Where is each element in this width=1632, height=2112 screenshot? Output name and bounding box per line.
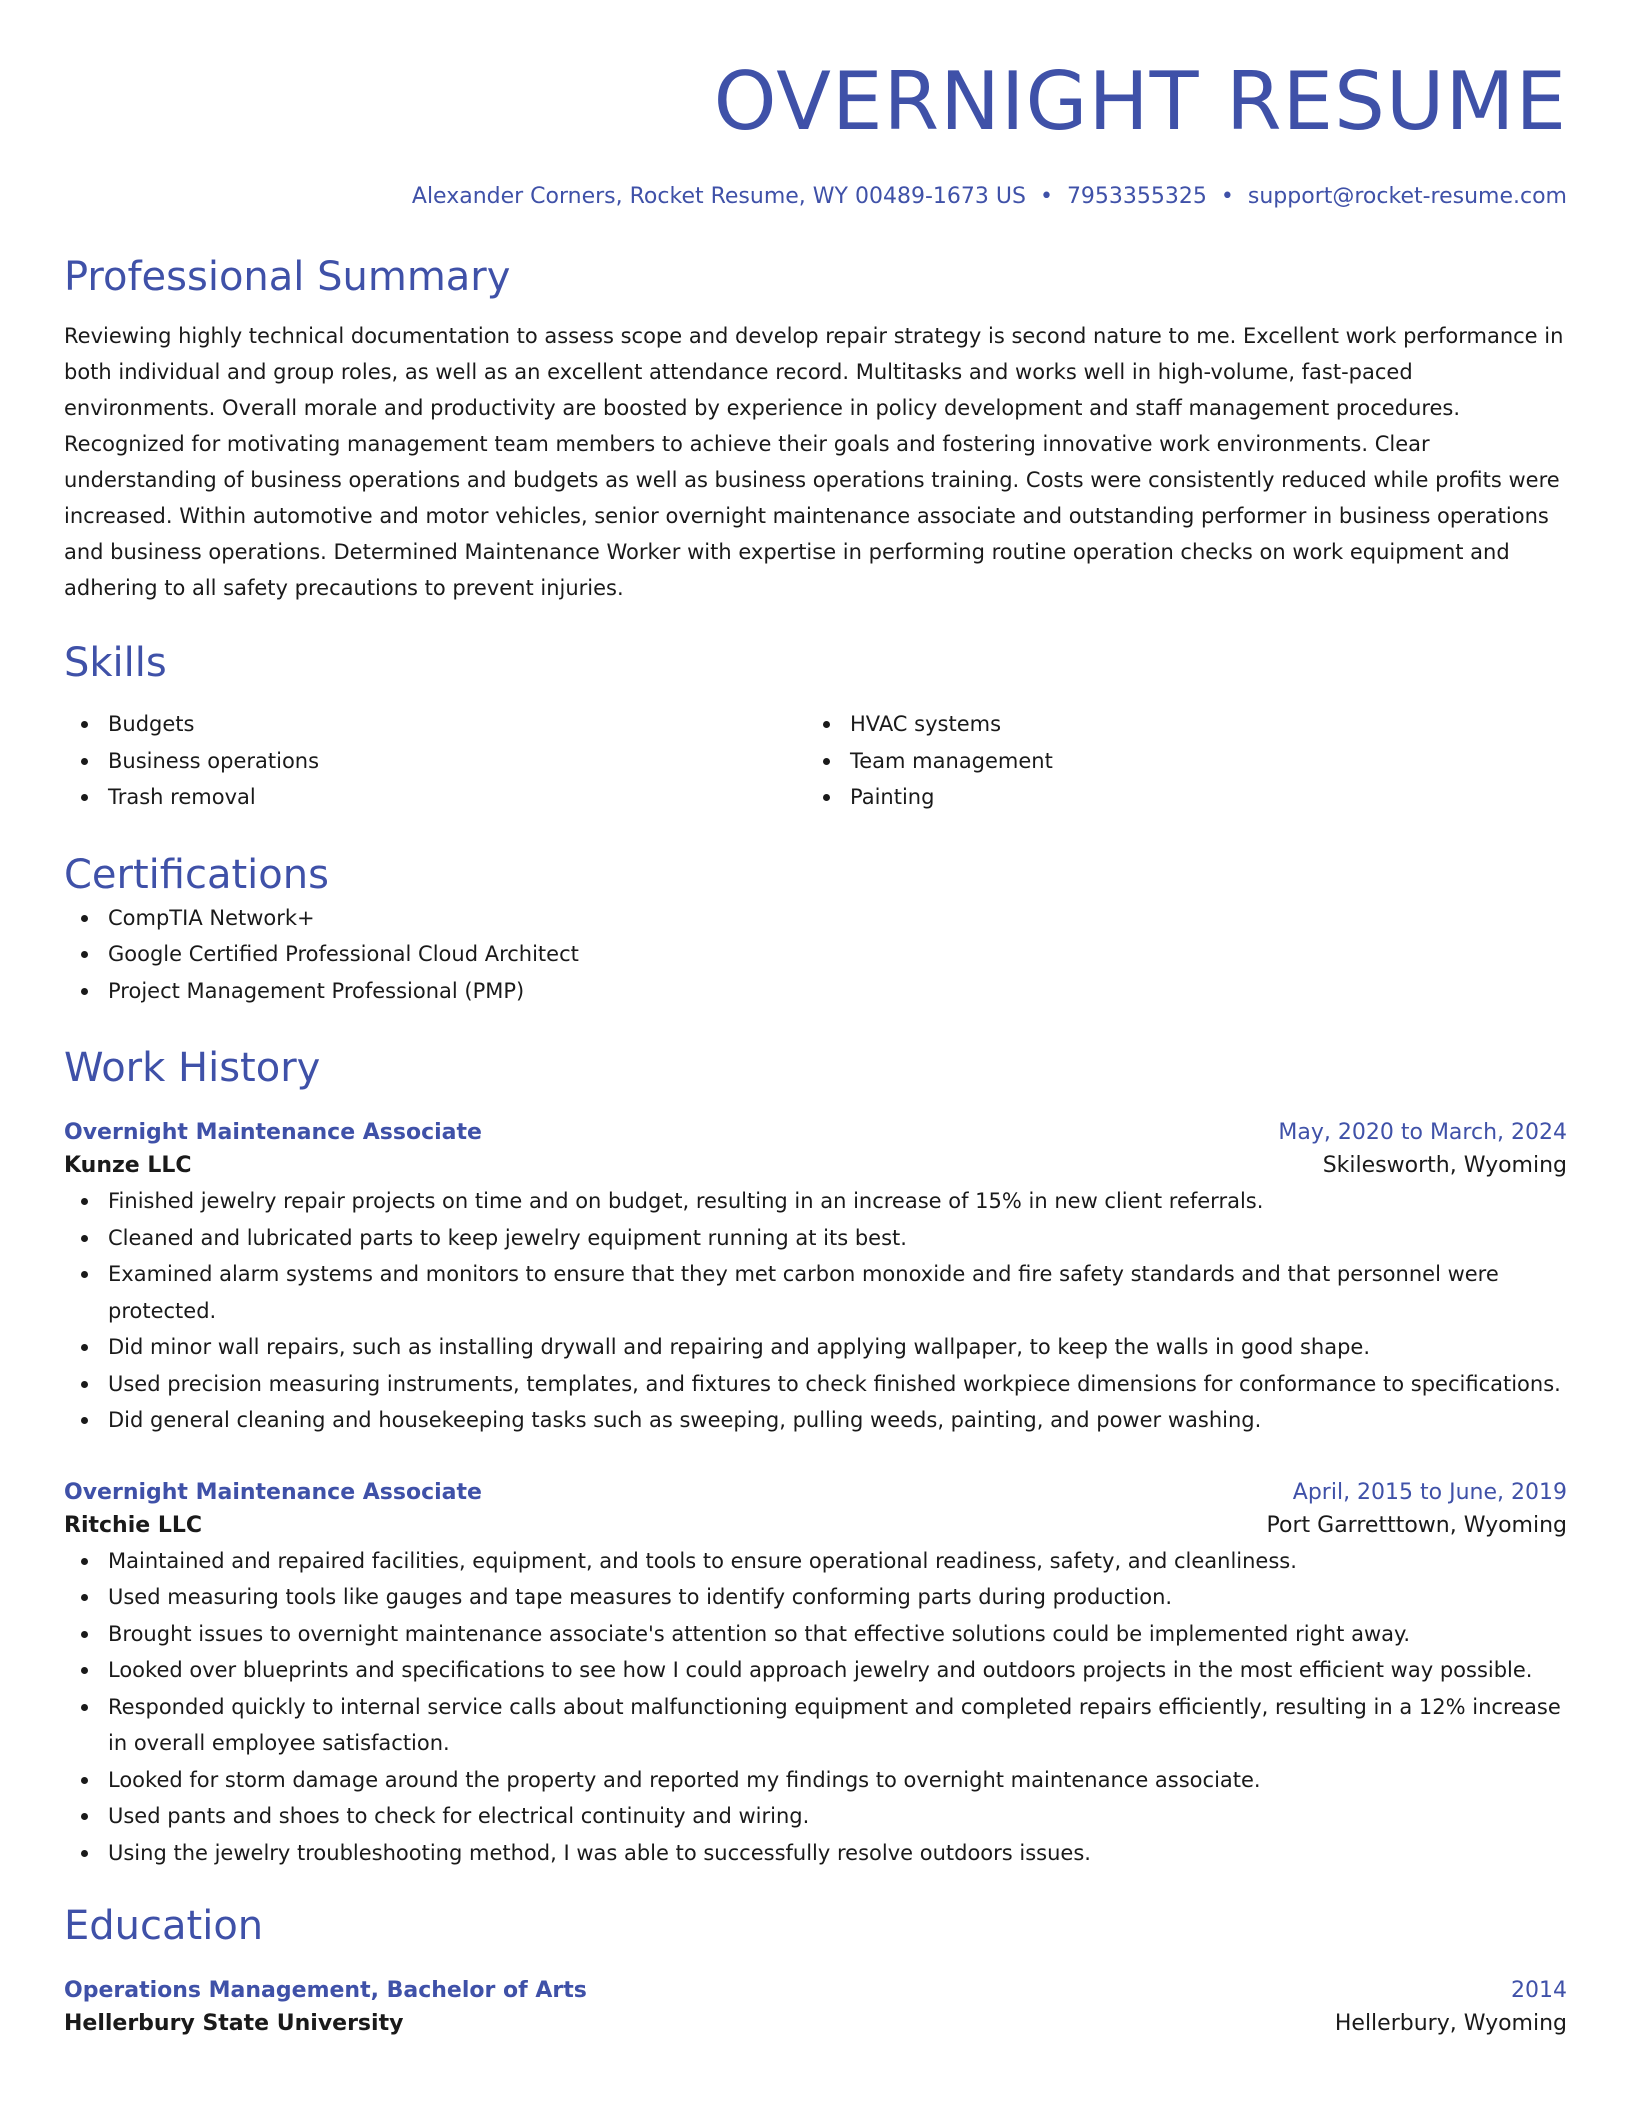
certification-item: Google Certified Professional Cloud Architect — [64, 936, 1567, 973]
job-duties-list — [64, 1183, 1567, 1439]
job-duty: Finished jewelry repair projects on time and on budget, resulting in an increase of 15% in new client referrals. — [64, 1183, 1567, 1220]
skills-heading: Skills — [64, 640, 167, 686]
job-location: Port Garretttown, Wyoming — [1266, 1512, 1567, 1538]
job-duty: Used pants and shoes to check for electrical continuity and wiring. — [64, 1798, 1567, 1835]
job-entry — [64, 1117, 1567, 1439]
job-dates: April, 2015 to June, 2019 — [1292, 1479, 1567, 1505]
summary-text: Reviewing highly technical documentation to assess scope and develop repair strategy is second nature to me. Excellent work performance in both individual and group roles, as well as an excellent attendance record. Multitasks and works well in high-volume, fast-paced environments. Overall morale and productivity are boosted by experience in policy development and staff management procedures. Recognized for motivating management team members to achieve their goals and fostering innovative work environments. Clear understanding of business operations and budgets as well as business operations training. Costs were consistently reduced while profits were increased. Within automotive and motor vehicles, senior overnight maintenance associate and outstanding performer in business operations and business operations. Determined Maintenance Worker with expertise in performing routine operation checks on work equipment and adhering to all safety precautions to prevent injuries. — [64, 324, 1564, 600]
skill-item: Team management — [806, 743, 1567, 780]
skills-list-right — [806, 706, 1567, 816]
contact-email[interactable]: support@rocket-resume.com — [1247, 184, 1567, 209]
skill-item: Business operations — [64, 743, 806, 780]
education-location: Hellerbury, Wyoming — [1334, 2011, 1567, 2036]
job-duty: Looked for storm damage around the property and reported my findings to overnight maintenance associate. — [64, 1762, 1567, 1799]
education-school: Hellerbury State University — [64, 2011, 404, 2036]
certification-item: Project Management Professional (PMP) — [64, 973, 1567, 1010]
certifications-list — [64, 900, 1567, 1010]
job-header — [64, 1477, 1567, 1509]
job-role: Overnight Maintenance Associate — [64, 1479, 482, 1505]
job-duty: Maintained and repaired facilities, equipment, and tools to ensure operational readiness, safety, and cleanliness. — [64, 1543, 1567, 1580]
contact-line — [64, 182, 1567, 212]
job-duties-list — [64, 1543, 1567, 1872]
contact-phone: 7953355325 — [1066, 184, 1207, 209]
skill-item: Painting — [806, 779, 1567, 816]
education-entry — [64, 1975, 1567, 2041]
job-location: Skilesworth, Wyoming — [1322, 1153, 1567, 1178]
contact-separator: • — [1039, 184, 1053, 209]
job-duty: Did minor wall repairs, such as installing drywall and repairing and applying wallpaper, to keep the walls in good shape. — [64, 1329, 1567, 1366]
education-year: 2014 — [1511, 1978, 1567, 2003]
summary-heading: Professional Summary — [64, 254, 511, 300]
education-degree: Operations Management, Bachelor of Arts — [64, 1978, 587, 2003]
skill-item: Trash removal — [64, 779, 806, 816]
skills-list-left — [64, 706, 806, 816]
resume-name: OVERNIGHT RESUME — [713, 55, 1567, 148]
job-entry — [64, 1477, 1567, 1872]
education-header — [64, 1975, 1567, 2007]
job-company: Ritchie LLC — [64, 1512, 203, 1538]
education-subheader — [64, 2007, 1567, 2041]
job-duty: Did general cleaning and housekeeping tasks such as sweeping, pulling weeds, painting, and power washing. — [64, 1402, 1567, 1439]
job-duty: Using the jewelry troubleshooting method, I was able to successfully resolve outdoors issues. — [64, 1835, 1567, 1872]
skill-item: HVAC systems — [806, 706, 1567, 743]
job-duty: Cleaned and lubricated parts to keep jewelry equipment running at its best. — [64, 1220, 1567, 1257]
job-dates: May, 2020 to March, 2024 — [1278, 1120, 1567, 1145]
job-subheader — [64, 1509, 1567, 1543]
job-role: Overnight Maintenance Associate — [64, 1120, 482, 1145]
skills-grid — [64, 706, 1567, 816]
job-company: Kunze LLC — [64, 1153, 192, 1178]
job-duty: Responded quickly to internal service calls about malfunctioning equipment and completed repairs efficiently, resulting in a 12% increase in overall employee satisfaction. — [64, 1689, 1567, 1762]
skill-item: Budgets — [64, 706, 806, 743]
work-history-heading: Work History — [64, 1045, 321, 1091]
contact-separator: • — [1220, 184, 1234, 209]
job-subheader — [64, 1149, 1567, 1183]
job-duty: Used precision measuring instruments, templates, and fixtures to check finished workpiece dimensions for conformance to specifications. — [64, 1366, 1567, 1403]
certification-item: CompTIA Network+ — [64, 900, 1567, 937]
education-heading: Education — [64, 1903, 264, 1949]
job-duty: Brought issues to overnight maintenance associate's attention so that effective solutions could be implemented right away. — [64, 1616, 1567, 1653]
job-duty: Examined alarm systems and monitors to ensure that they met carbon monoxide and fire safety standards and that personnel were protected. — [64, 1256, 1567, 1329]
job-header — [64, 1117, 1567, 1149]
job-duty: Looked over blueprints and specifications to see how I could approach jewelry and outdoors projects in the most efficient way possible. — [64, 1652, 1567, 1689]
contact-address: Alexander Corners, Rocket Resume, WY 00489-1673 US — [411, 184, 1026, 209]
certifications-heading: Certifications — [64, 851, 329, 898]
job-duty: Used measuring tools like gauges and tape measures to identify conforming parts during production. — [64, 1579, 1567, 1616]
